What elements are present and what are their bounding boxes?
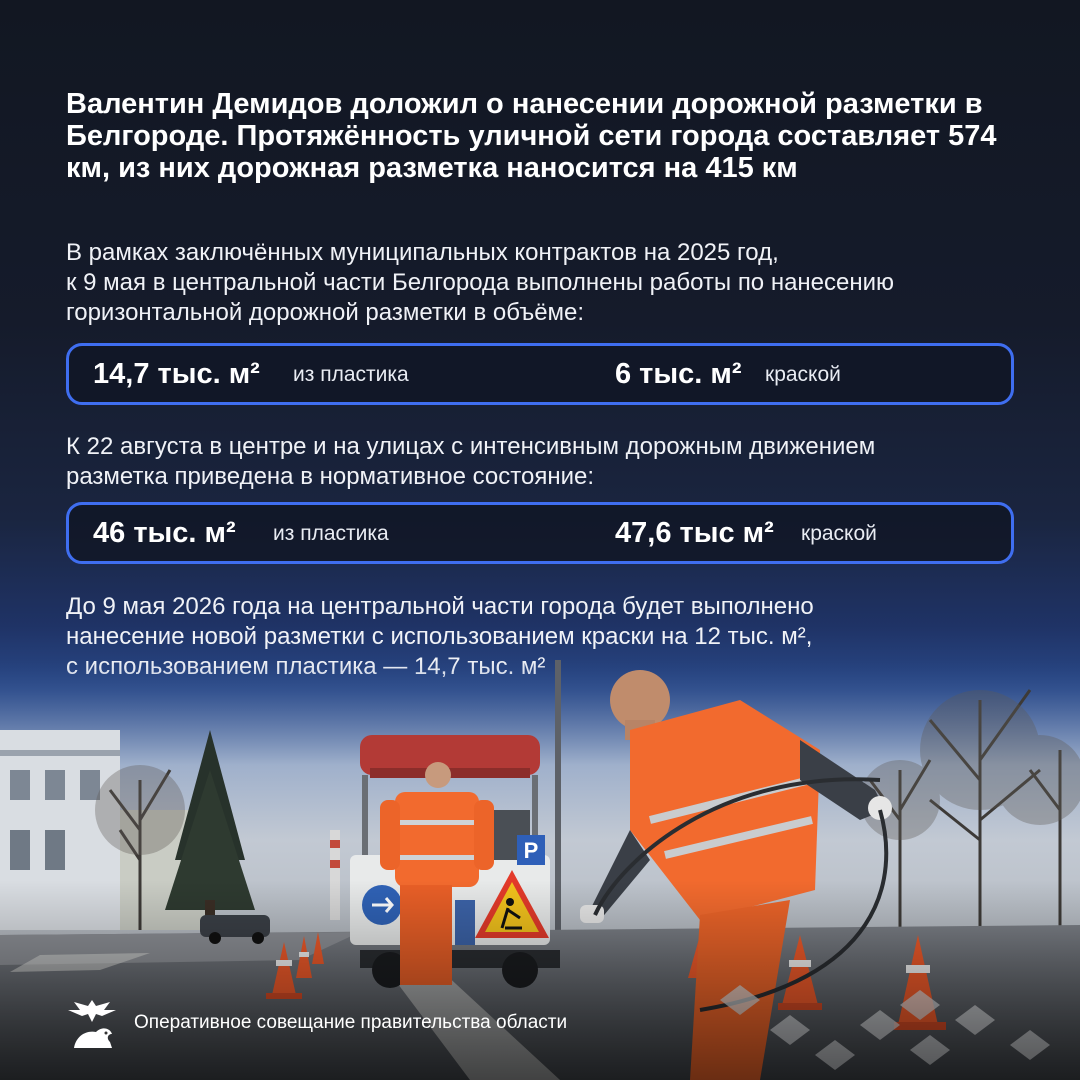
stat-paint-label: краской bbox=[801, 522, 877, 545]
stats-card-august bbox=[66, 502, 1014, 564]
stat-plastic-label: из пластика bbox=[273, 522, 389, 545]
paragraph-line: В рамках заключённых муниципальных контрактов на 2025 год, bbox=[66, 239, 779, 266]
paragraph-line: горизонтальной дорожной разметки в объёме: bbox=[66, 299, 585, 326]
stat-plastic-value: 14,7 тыс. м² bbox=[93, 358, 260, 390]
stat-paint-value: 6 тыс. м² bbox=[615, 358, 742, 390]
footer bbox=[66, 996, 766, 1052]
stats-card-may bbox=[66, 343, 1014, 405]
paragraph-line: нанесение новой разметки с использованием краски на 12 тыс. м², bbox=[66, 623, 813, 650]
stat-paint-label: краской bbox=[765, 363, 841, 386]
footer-caption: Оперативное совещание правительства области bbox=[134, 1012, 568, 1033]
paragraph-august-results bbox=[66, 432, 1026, 492]
stat-plastic-value: 46 тыс. м² bbox=[93, 517, 236, 549]
stat-paint-value: 47,6 тыс м² bbox=[615, 517, 774, 549]
paragraph-line: разметка приведена в нормативное состояние: bbox=[66, 463, 594, 490]
paragraph-line: До 9 мая 2026 года на центральной части города будет выполнено bbox=[66, 593, 814, 620]
emblem-icon bbox=[66, 996, 118, 1052]
stat-plastic-label: из пластика bbox=[293, 363, 409, 386]
paragraph-may-results bbox=[66, 238, 1026, 328]
paragraph-line: К 22 августа в центре и на улицах с интенсивным дорожным движением bbox=[66, 433, 876, 460]
headline: Валентин Демидов доложил о нанесении дорожной разметки в Белгороде. Протяжённость уличной сети города составляет 574 км, из них дорожная разметка наносится на 415 км bbox=[66, 88, 997, 184]
paragraph-line: к 9 мая в центральной части Белгорода выполнены работы по нанесению bbox=[66, 269, 895, 296]
parking-sign-icon bbox=[517, 835, 545, 865]
svg-text:P: P bbox=[523, 838, 539, 863]
